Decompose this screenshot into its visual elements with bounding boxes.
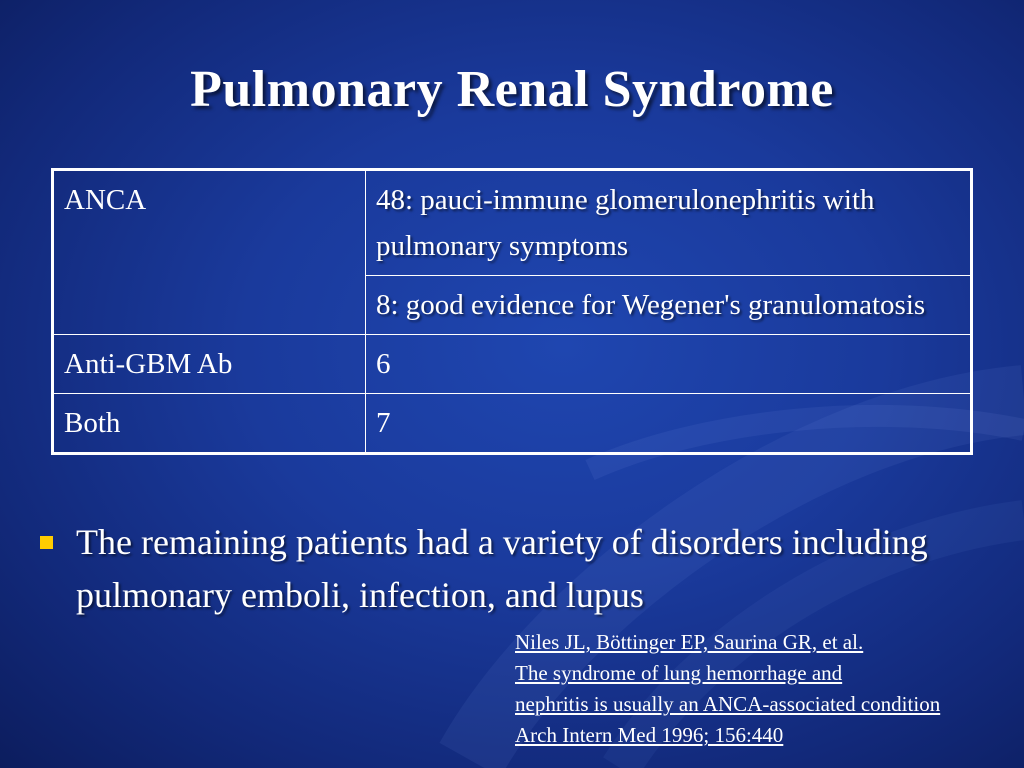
citation-link[interactable] <box>515 627 940 751</box>
table-row <box>53 170 972 276</box>
table-cell-label: Anti-GBM Ab <box>53 335 366 394</box>
table-row <box>53 335 972 394</box>
slide-title: Pulmonary Renal Syndrome <box>190 61 834 118</box>
citation-authors[interactable]: Niles JL, Böttinger EP, Saurina GR, et al. <box>515 630 864 654</box>
table-cell-value: 8: good evidence for Wegener's granulomatosis <box>366 276 972 335</box>
bullet-item <box>40 516 980 622</box>
table-cell-label: Both <box>53 394 366 454</box>
table-cell-value: 7 <box>366 394 972 454</box>
table-cell-label: ANCA <box>53 170 366 335</box>
square-bullet-icon <box>40 536 53 549</box>
bullet-text: The remaining patients had a variety of disorders including pulmonary emboli, infection, and lupus <box>76 522 928 615</box>
citation-title-line-1[interactable]: The syndrome of lung hemorrhage and <box>515 661 843 685</box>
citation-journal[interactable]: Arch Intern Med 1996; 156:440 <box>515 723 784 747</box>
table-cell-value: 6 <box>366 335 972 394</box>
results-table <box>51 168 973 455</box>
citation-title-line-2[interactable]: nephritis is usually an ANCA-associated condition <box>515 692 941 716</box>
table-row <box>53 394 972 454</box>
table-cell-value: 48: pauci-immune glomerulonephritis with pulmonary symptoms <box>366 170 972 276</box>
